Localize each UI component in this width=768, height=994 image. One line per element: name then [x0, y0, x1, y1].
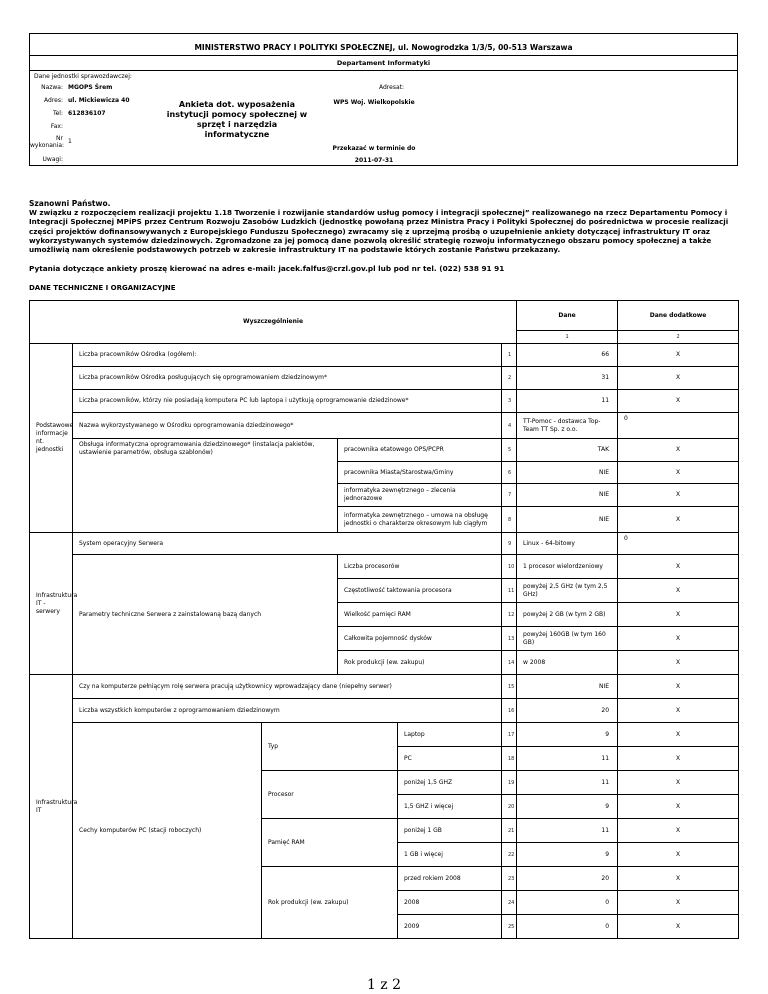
col-spec-header: Wyszczególnienie	[30, 301, 517, 344]
row-extra: X	[618, 699, 739, 723]
row-value: TT-Pomoc - dostawca Top-Team TT Sp. z o.o.	[517, 413, 618, 439]
deadline-label: Przekazać w terminie do	[332, 145, 416, 152]
row-number: 9	[502, 533, 517, 555]
tel-label: Tel:	[52, 110, 63, 117]
row-extra: X	[618, 627, 739, 651]
row-value: Linux - 64-bitowy	[517, 533, 618, 555]
row-label: pracownika etatowego OPS/PCPR	[338, 439, 502, 462]
row-extra: X	[618, 891, 739, 915]
row-label: 1 GB i więcej	[398, 843, 502, 867]
row-label: informatyka zewnętrznego – umowa na obsługę jednostki o charakterze okresowym lub ciągłym	[338, 507, 502, 533]
row-value: 9	[517, 843, 618, 867]
year-label: Rok produkcji (ew. zakupu)	[262, 867, 398, 939]
recipient-label: Adresat:	[378, 84, 404, 91]
nr-label-2: wykonania:	[30, 142, 65, 149]
row-label: przed rokiem 2008	[398, 867, 502, 891]
contact-info: Pytania dotyczące ankiety proszę kierować na adres e-mail: jacek.falfus@crzl.gov.pl lub pod nr tel. (022) 538 91 91	[29, 264, 505, 273]
tel-value: 612836107	[68, 110, 106, 117]
server-params-label: Parametry techniczne Serwera z zainstalowaną bazą danych	[73, 555, 338, 675]
page-number: 1 z 2	[366, 977, 402, 993]
row-number: 11	[502, 579, 517, 603]
row-number: 4	[502, 413, 517, 439]
row-value: 1 procesor wielordzeniowy	[517, 555, 618, 579]
row-label: Liczba pracowników Ośrodka posługujących się oprogramowaniem dziedzinowym*	[73, 367, 502, 390]
recipient-value: WPS Woj. Wielkopolskie	[333, 99, 415, 106]
address-value: ul. Mickiewicza 40	[68, 97, 130, 104]
row-extra: X	[618, 675, 739, 699]
row-number: 17	[502, 723, 517, 747]
row-label: Liczba pracowników Ośrodka (ogółem):	[73, 344, 502, 367]
row-extra: X	[618, 507, 739, 533]
row-value: NIE	[517, 484, 618, 507]
row-label: poniżej 1 GB	[398, 819, 502, 843]
row-extra: X	[618, 462, 739, 484]
row-label: pracownika Miasta/Starostwa/Gminy	[338, 462, 502, 484]
row-number: 23	[502, 867, 517, 891]
row-label: 2009	[398, 915, 502, 939]
deadline-value: 2011-07-31	[354, 157, 394, 164]
unit-label: Dane jednostki sprawozdawczej:	[34, 73, 132, 80]
row-number: 12	[502, 603, 517, 627]
row-label: System operacyjny Serwera	[73, 533, 502, 555]
row-label: Wielkość pamięci RAM	[338, 603, 502, 627]
group-servers: Infrastruktura IT - serwery	[30, 533, 73, 675]
row-extra: X	[618, 344, 739, 367]
pc-features-label: Cechy komputerów PC (stacji roboczych)	[73, 723, 262, 939]
notes-label: Uwagi:	[42, 156, 63, 163]
row-label: Laptop	[398, 723, 502, 747]
department-title: Departament Informatyki	[336, 59, 431, 67]
row-number: 15	[502, 675, 517, 699]
technical-data-table	[29, 300, 739, 939]
row-number: 10	[502, 555, 517, 579]
row-value: NIE	[517, 462, 618, 484]
row-label: Czy na komputerze pełniącym rolę serwera pracują użytkownicy wprowadzający dane (niepełny serwer)	[73, 675, 502, 699]
intro-body: W związku z rozpoczęciem realizacji projektu 1.18 Tworzenie i rozwijanie standardów usług pomocy i integracji społecznej” realizowanego na rzecz Departamentu Pomocy i Integracji Społecznej MPiPS przez Centrum Rozwoju Zasobów Ludzkich (jednostkę powołaną przez Ministra Pracy i Polityki Społecznej do pośrednictwa w procesie realizacji części projektów dofinansowywanych z Europejskiego Funduszu Społecznego) zwracamy się z uprzejmą prośbą o uzupełnienie ankiety dotyczącej infrastruktury IT oraz wykorzystywanych systemów dziedzinowych. Zgromadzone za jej pomocą dane pozwolą określić strategię rozwoju informatycznego obszaru pomocy społecznej a także umożliwią nam określenie podstawowych potrzeb w zakresie infrastruktury IT na podstawie których zostanie Państwu przekazany.	[29, 208, 729, 255]
row-number: 22	[502, 843, 517, 867]
row-number: 6	[502, 462, 517, 484]
row-value: 11	[517, 390, 618, 413]
row-value: powyżej 2 GB (w tym 2 GB)	[517, 603, 618, 627]
row-extra: X	[618, 867, 739, 891]
row-value: 11	[517, 819, 618, 843]
section-title: DANE TECHNICZNE I ORGANIZACYJNE	[29, 284, 176, 292]
row-extra: 0	[618, 533, 739, 555]
row-extra: X	[618, 771, 739, 795]
group-it: Infrastruktura IT	[30, 675, 73, 939]
row-extra: X	[618, 439, 739, 462]
row-label: poniżej 1,5 GHZ	[398, 771, 502, 795]
row-number: 13	[502, 627, 517, 651]
col-extra-num: 2	[618, 331, 739, 344]
row-value: 11	[517, 771, 618, 795]
row-number: 8	[502, 507, 517, 533]
name-label: Nazwa:	[41, 84, 63, 91]
row-extra: X	[618, 367, 739, 390]
processor-label: Procesor	[262, 771, 398, 819]
row-number: 7	[502, 484, 517, 507]
row-label: Liczba procesorów	[338, 555, 502, 579]
row-extra: X	[618, 651, 739, 675]
fax-label: Fax:	[50, 123, 63, 130]
row-extra: X	[618, 555, 739, 579]
obsluga-label: Obsługa informatyczna oprogramowania dziedzinowego* (instalacja pakietów, ustawienie parametrów, obsługa szablonów)	[73, 439, 338, 533]
row-label: informatyka zewnętrznego – zlecenia jednorazowe	[338, 484, 502, 507]
row-number: 1	[502, 344, 517, 367]
row-extra: X	[618, 795, 739, 819]
row-value: powyżej 2,5 GHz (w tym 2,5 GHz)	[517, 579, 618, 603]
row-extra: X	[618, 484, 739, 507]
row-label: Całkowita pojemność dysków	[338, 627, 502, 651]
row-number: 25	[502, 915, 517, 939]
row-extra: X	[618, 819, 739, 843]
row-extra: X	[618, 843, 739, 867]
row-label: Liczba wszystkich komputerów z oprogramowaniem dziedzinowym	[73, 699, 502, 723]
row-value: 66	[517, 344, 618, 367]
row-label: Nazwa wykorzystywanego w Ośrodku oprogramowania dziedzinowego*	[73, 413, 502, 439]
row-extra: X	[618, 747, 739, 771]
row-label: Częstotliwość taktowania procesora	[338, 579, 502, 603]
row-value: 0	[517, 891, 618, 915]
group-basic-info: Podstawowe informacje nt. jednostki	[30, 344, 73, 533]
name-value: MGOPS Śrem	[68, 84, 113, 91]
report-header	[29, 33, 738, 166]
row-value: 0	[517, 915, 618, 939]
row-value: NIE	[517, 507, 618, 533]
type-label: Typ	[262, 723, 398, 771]
col-data-num: 1	[517, 331, 618, 344]
greeting: Szanowni Państwo.	[29, 199, 111, 208]
survey-title: Ankieta dot. wyposażenia instytucji pomocy społecznej w sprzęt i narzędzia informatyczne	[166, 100, 308, 139]
row-extra: X	[618, 915, 739, 939]
row-value: w 2008	[517, 651, 618, 675]
row-value: 20	[517, 699, 618, 723]
row-value: powyżej 160GB (w tym 160 GB)	[517, 627, 618, 651]
row-label: Liczba pracowników, którzy nie posiadają komputera PC lub laptopa i użytkują oprogramowanie dziedzinowe*	[73, 390, 502, 413]
row-value: 31	[517, 367, 618, 390]
row-label: Rok produkcji (ew. zakupu)	[338, 651, 502, 675]
nr-value: 1	[68, 138, 72, 145]
row-value: NIE	[517, 675, 618, 699]
row-value: 9	[517, 723, 618, 747]
row-extra: X	[618, 579, 739, 603]
row-label: 2008	[398, 891, 502, 915]
row-value: 11	[517, 747, 618, 771]
row-label: 1,5 GHZ i więcej	[398, 795, 502, 819]
row-value: TAK	[517, 439, 618, 462]
row-number: 2	[502, 367, 517, 390]
address-label: Adres:	[44, 97, 63, 104]
row-number: 16	[502, 699, 517, 723]
ministry-title: MINISTERSTWO PRACY I POLITYKI SPOŁECZNEJ, ul. Nowogrodzka 1/3/5, 00-513 Warszawa	[194, 43, 573, 52]
row-number: 24	[502, 891, 517, 915]
nr-label-1: Nr	[56, 135, 63, 142]
row-number: 18	[502, 747, 517, 771]
row-number: 14	[502, 651, 517, 675]
row-extra: X	[618, 603, 739, 627]
row-number: 3	[502, 390, 517, 413]
row-number: 21	[502, 819, 517, 843]
row-extra: X	[618, 390, 739, 413]
row-extra: 0	[618, 413, 739, 439]
row-extra: X	[618, 723, 739, 747]
ram-label: Pamięć RAM	[262, 819, 398, 867]
row-label: PC	[398, 747, 502, 771]
row-number: 19	[502, 771, 517, 795]
col-extra-header: Dane dodatkowe	[618, 301, 739, 331]
row-value: 20	[517, 867, 618, 891]
row-number: 20	[502, 795, 517, 819]
row-value: 9	[517, 795, 618, 819]
row-number: 5	[502, 439, 517, 462]
col-data-header: Dane	[517, 301, 618, 331]
